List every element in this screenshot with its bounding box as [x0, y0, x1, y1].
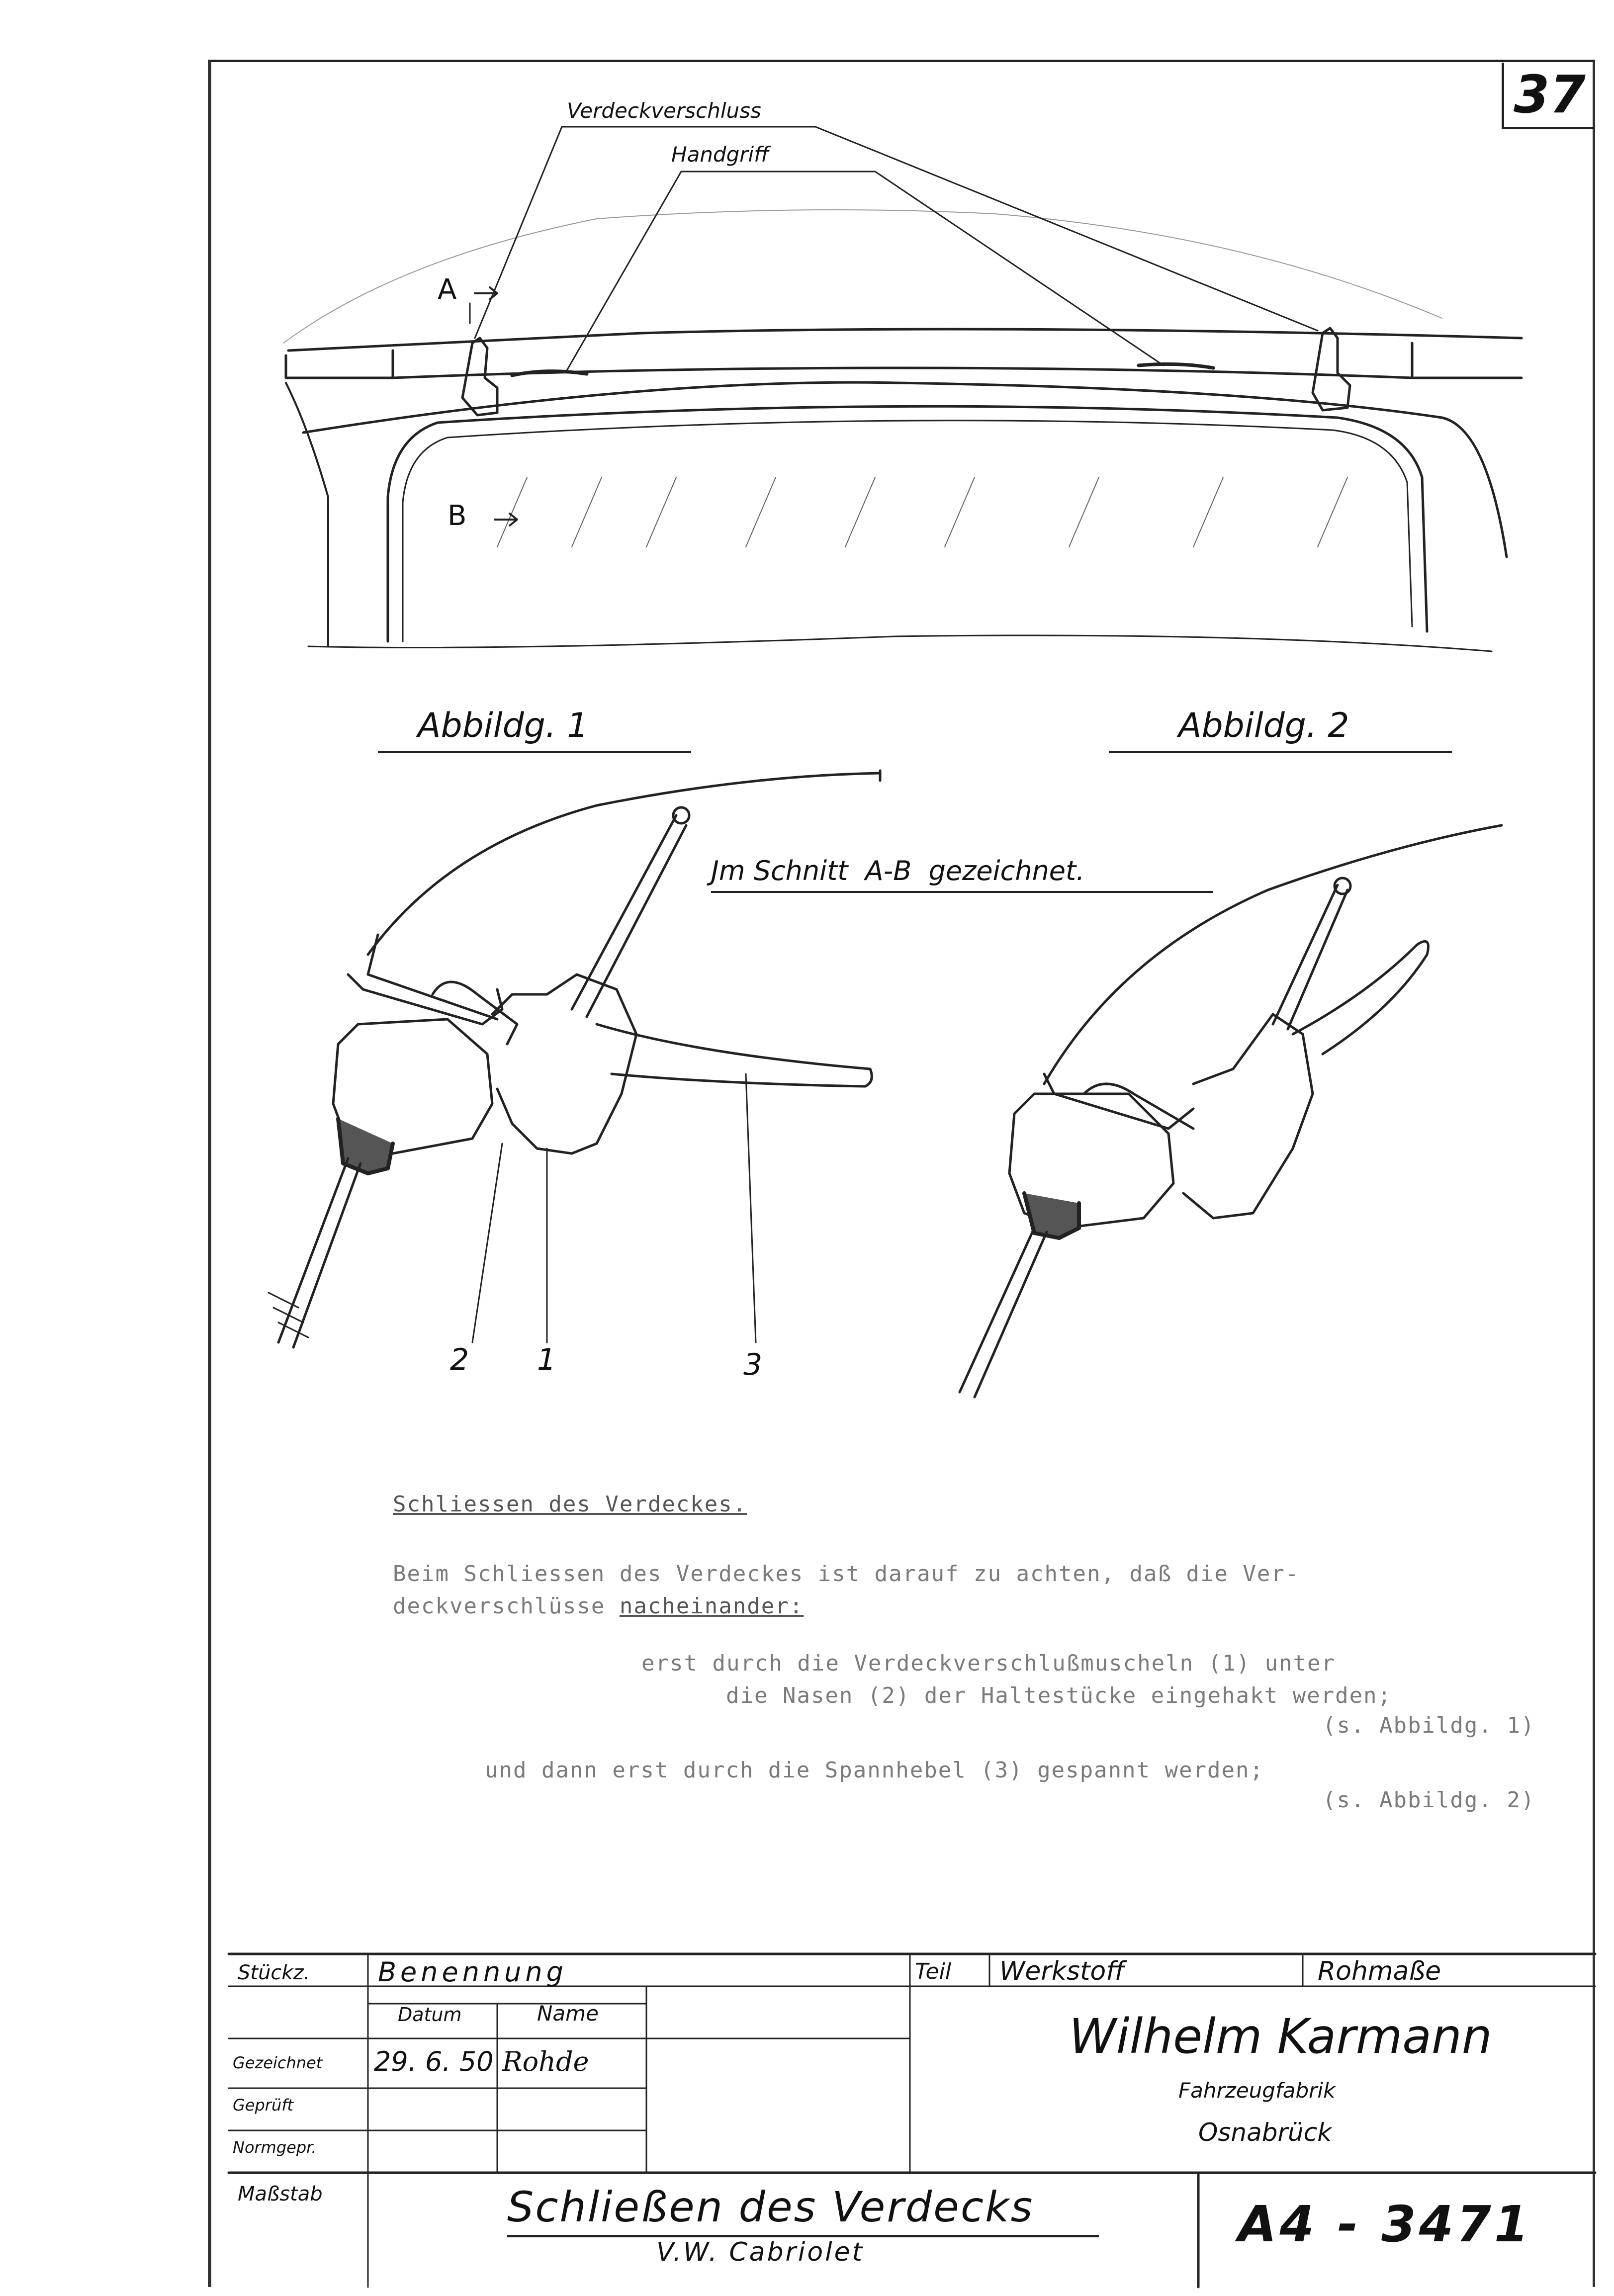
text-line-2: deckverschlüsse nacheinander: [393, 1593, 804, 1619]
tb-rohmasse: Rohmaße [1318, 1956, 1441, 1986]
tb-date-value: 29. 6. 50 [374, 2046, 494, 2077]
text-line-4: die Nasen (2) der Haltestücke eingehakt werden; [726, 1683, 1392, 1708]
text-heading: Schliessen des Verdeckes. [393, 1492, 747, 1517]
section-note-underline [711, 891, 1213, 893]
tb-benennung: Benennung [378, 1956, 567, 1988]
text-nacheinander: nacheinander: [619, 1593, 804, 1619]
company-name: Wilhelm Karmann [1069, 2009, 1492, 2064]
section-mark-a: A [438, 273, 457, 306]
figure-1-title-underline [378, 751, 691, 753]
callout-verdeckverschluss: Verdeckverschluss [567, 98, 761, 123]
tb-massstab: Maßstab [238, 2183, 323, 2206]
callout-handgriff: Handgriff [671, 142, 769, 167]
part-number-2: 2 [450, 1342, 469, 1377]
figure-2-title-underline [1109, 751, 1452, 753]
drawing-number: A4 - 3471 [1238, 2195, 1532, 2253]
text-line-6: und dann erst durch die Spannhebel (3) gespannt werden; [485, 1758, 1264, 1783]
drawing-subtitle: V.W. Cabriolet [656, 2237, 865, 2267]
text-line-1: Beim Schliessen des Verdeckes ist darauf zu achten, daß die Ver- [393, 1561, 1300, 1587]
tb-name: Name [537, 2001, 599, 2026]
tb-normgepr: Normgepr. [233, 2138, 317, 2157]
sheet-number: 37 [1502, 63, 1595, 129]
text-line-3: erst durch die Verdeckverschlußmuscheln (1) unter [641, 1651, 1336, 1676]
drawing-title: Schließen des Verdecks [507, 2183, 1034, 2231]
tb-werkstoff: Werkstoff [999, 1956, 1125, 1986]
figure-1-title: Abbildg. 1 [418, 706, 589, 745]
text-line-7: (s. Abbildg. 2) [1323, 1787, 1535, 1813]
tb-stueckz: Stückz. [238, 1961, 310, 1984]
tb-teil: Teil [915, 1959, 951, 1984]
tb-gezeichnet: Gezeichnet [233, 2053, 323, 2072]
company-city: Osnabrück [1198, 2118, 1332, 2147]
tb-geprueft: Geprüft [233, 2096, 294, 2115]
figure-2-title: Abbildg. 2 [1178, 706, 1349, 745]
section-note: Jm Schnitt A-B gezeichnet. [711, 855, 1085, 886]
top-car-view [283, 127, 1522, 651]
tb-datum: Datum [398, 2004, 462, 2026]
part-number-3: 3 [743, 1347, 763, 1382]
text-line-5: (s. Abbildg. 1) [1323, 1713, 1535, 1738]
tb-name-value: Rohde [502, 2046, 589, 2077]
company-subtitle: Fahrzeugfabrik [1178, 2078, 1336, 2103]
part-number-1: 1 [537, 1342, 556, 1377]
figure-2-drawing [960, 825, 1502, 1397]
section-mark-b: B [448, 500, 467, 532]
